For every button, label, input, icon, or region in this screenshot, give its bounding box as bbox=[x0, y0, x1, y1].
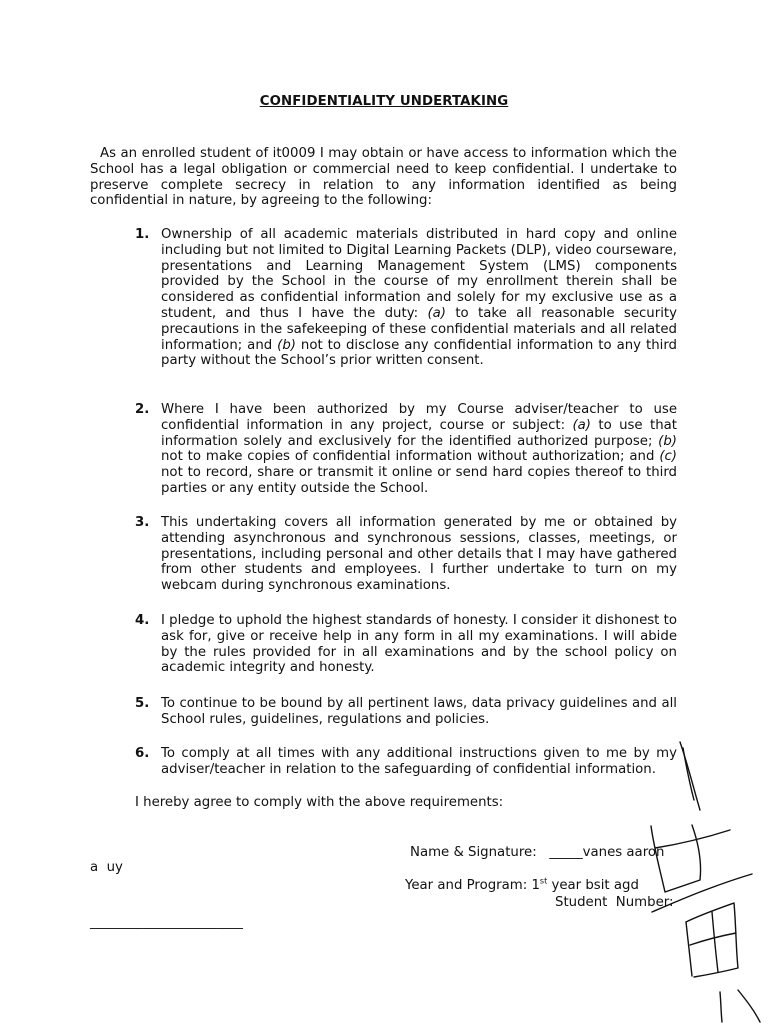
name-value: vanes aaron bbox=[582, 845, 665, 860]
item-number: 4. bbox=[135, 613, 150, 628]
signature-blank-line: _______________________ bbox=[90, 915, 243, 930]
name-label: Name & Signature: bbox=[410, 845, 537, 860]
item-text: To comply at all times with any additional instructions given to me by my adviser/teacher in relation to the safeguarding of confidential information. bbox=[161, 746, 677, 777]
list-item bbox=[135, 696, 677, 728]
item-number: 6. bbox=[135, 746, 150, 761]
item-text: Ownership of all academic materials distributed in hard copy and online including but not limited to Digital Learning Packets (DLP), video courseware, presentations and Learning Management System (LMS) components provided by the School in the course of my enrollment therein shall be considered as confidential information and solely for my exclusive use as a student, and thus I have the duty: (a) to take all reasonable security precautions in the safekeeping of these confidential materials and all related information; and (b) not to disclose any confidential information to any third party without the School’s prior written consent. bbox=[161, 227, 677, 369]
year-label: Year and Program: bbox=[405, 878, 528, 893]
item-number: 2. bbox=[135, 402, 150, 417]
item-text: This undertaking covers all information generated by me or obtained by attending asynchronous and synchronous sessions, classes, meetings, or presentations, including personal and other details that I may have gathered from other students and employees. I further undertake to turn on my webcam during synchronous examinations. bbox=[161, 515, 677, 594]
list-item bbox=[135, 613, 677, 676]
document-title: CONFIDENTIALITY UNDERTAKING bbox=[259, 94, 509, 109]
item-text: Where I have been authorized by my Course adviser/teacher to use confidential information in any project, course or subject: (a) to use that information solely and exclusively for the identified authorized purpose; (b) not to make copies of confidential information without authorization; and (c) not to record, share or transmit it online or send hard copies thereof to third parties or any entity outside the School. bbox=[161, 402, 677, 496]
item-text: To continue to be bound by all pertinent laws, data privacy guidelines and all School rules, guidelines, regulations and policies. bbox=[161, 696, 677, 727]
item-number: 5. bbox=[135, 696, 150, 711]
list-item bbox=[135, 746, 677, 778]
list-item bbox=[135, 515, 677, 594]
agreement-statement: I hereby agree to comply with the above requirements: bbox=[135, 795, 504, 810]
intro-paragraph: As an enrolled student of it0009 I may obtain or have access to information which the School has a legal obligation or commercial need to keep confidential. I undertake to preserve complete secrecy in relation to any information identified as being confidential in nature, by agreeing to the following: bbox=[90, 146, 677, 209]
item-number: 1. bbox=[135, 227, 150, 242]
name-signature-line bbox=[410, 845, 664, 861]
year-program-line: Year and Program: 1st year bsit agd bbox=[405, 876, 639, 893]
name-continued: a uy bbox=[90, 860, 123, 875]
year-value: year bsit agd bbox=[547, 878, 639, 893]
list-item bbox=[135, 227, 677, 369]
name-blank: _____ bbox=[549, 845, 583, 860]
item-text: I pledge to uphold the highest standards of honesty. I consider it dishonest to ask for, give or receive help in any form in all my examinations. I will abide by the rules provided for in all examinations and by the school policy on academic integrity and honesty. bbox=[161, 613, 677, 676]
item-number: 3. bbox=[135, 515, 150, 530]
student-number-label: Student Number: bbox=[555, 895, 674, 910]
list-item bbox=[135, 402, 677, 497]
